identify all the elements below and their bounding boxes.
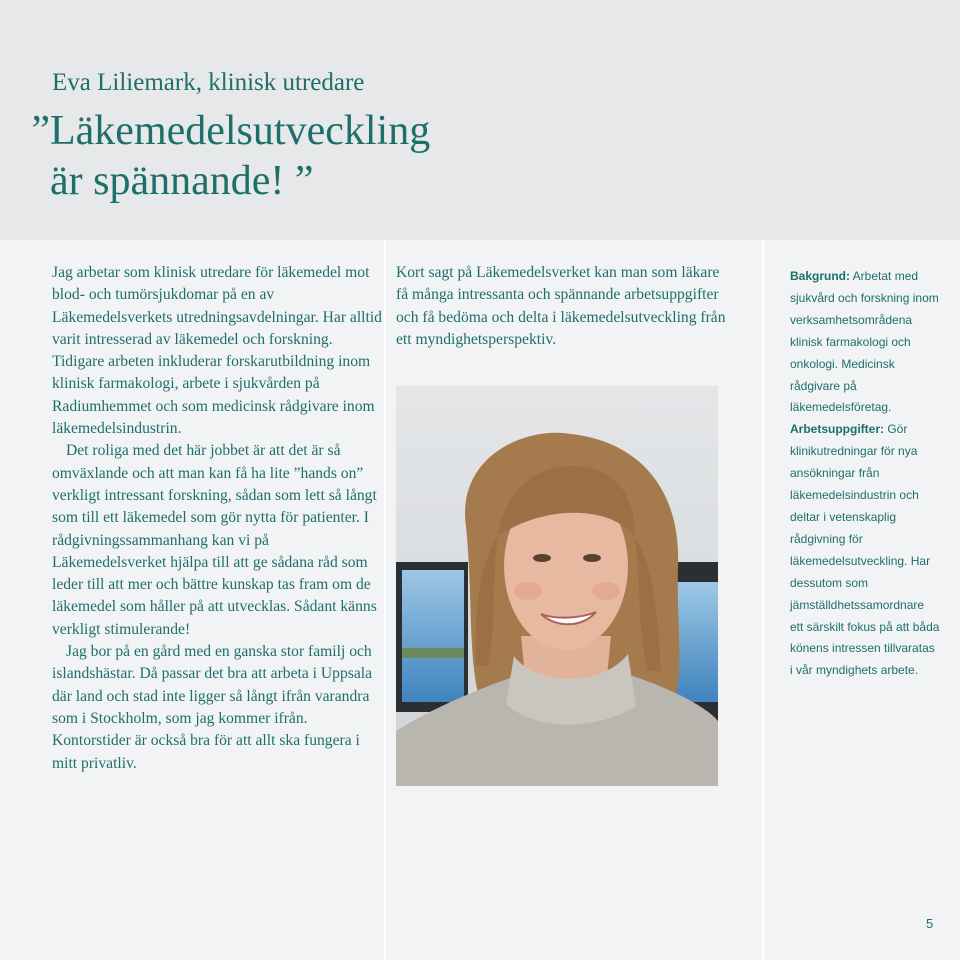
sidebar-facts <box>790 266 940 682</box>
column-divider <box>762 240 764 960</box>
background-label: Bakgrund: <box>790 269 850 283</box>
headline-line-1: Läkemedelsutveckling <box>50 108 431 154</box>
body-paragraph: Jag bor på en gård med en ganska stor familj och islandshästar. Då passar det bra att arbeta i Uppsala där land och stad inte ligger så långt ifrån varandra som i Stockholm, som jag kommer ifrån. Kontorstider är också bra för att allt ska fungera i mitt privatliv. <box>52 643 372 772</box>
background-text: Arbetat med sjukvård och forskning inom verksamhetsområdena klinisk farmakologi och onkologi. Medicinsk rådgivare på läkemedelsföretag. <box>790 269 939 415</box>
column-divider <box>384 240 386 960</box>
body-paragraph: Kort sagt på Läkemedelsverket kan man som läkare få många intressanta och spännande arbetsuppgifter och få bedöma och delta i läkemedelsutveckling från ett myndighetsperspektiv. <box>396 264 726 348</box>
body-column-1 <box>52 262 382 775</box>
headline-line-2: är spännande! <box>50 158 285 204</box>
page-number: 5 <box>926 916 934 931</box>
headline <box>20 106 430 206</box>
body-paragraph: Jag arbetar som klinisk utredare för läkemedel mot blod- och tumörsjukdomar på en av Läkemedelsverkets utredningsavdelningar. Har alltid varit intresserad av läkemedel och forskning. Tidigare arbeten inkluderar forskarutbildning inom klinisk farmakologi, arbete i sjukvården på Radiumhemmet och som medicinsk rådgivare inom läkemedelsindustrin. <box>52 264 382 438</box>
body-column-2 <box>396 262 726 351</box>
tasks-text: Gör klinikutredningar för nya ansökningar från läkemedelsindustrin och deltar i vetenskaplig rådgivning för läkemedelsutveckling. Har dessutom som jämställdhetssamordnare ett särskilt fokus på att båda könens intressen tillvaratas i vår myndighets arbete. <box>790 422 940 678</box>
open-quote: ” <box>31 108 50 154</box>
tasks-label: Arbetsuppgifter: <box>790 422 884 437</box>
portrait-photo <box>396 386 718 786</box>
tasks-section <box>790 419 940 682</box>
background-section <box>790 266 940 419</box>
body-paragraph: Det roliga med det här jobbet är att det är så omväxlande och att man kan få ha lite ”hands on” verkligt intressant forskning, sådan som lett så långt som till ett läkemedel som gör nytta för patienter. I rådgivningssammanhang kan vi på Läkemedelsverket hjälpa till att ge sådana råd som leder till att mer och bättre kunskap tas fram om de läkemedel som håller på att utvecklas. Sådant känns verkligt stimulerande! <box>52 442 377 638</box>
close-quote: ” <box>294 158 314 204</box>
byline: Eva Liliemark, klinisk utredare <box>52 69 365 96</box>
